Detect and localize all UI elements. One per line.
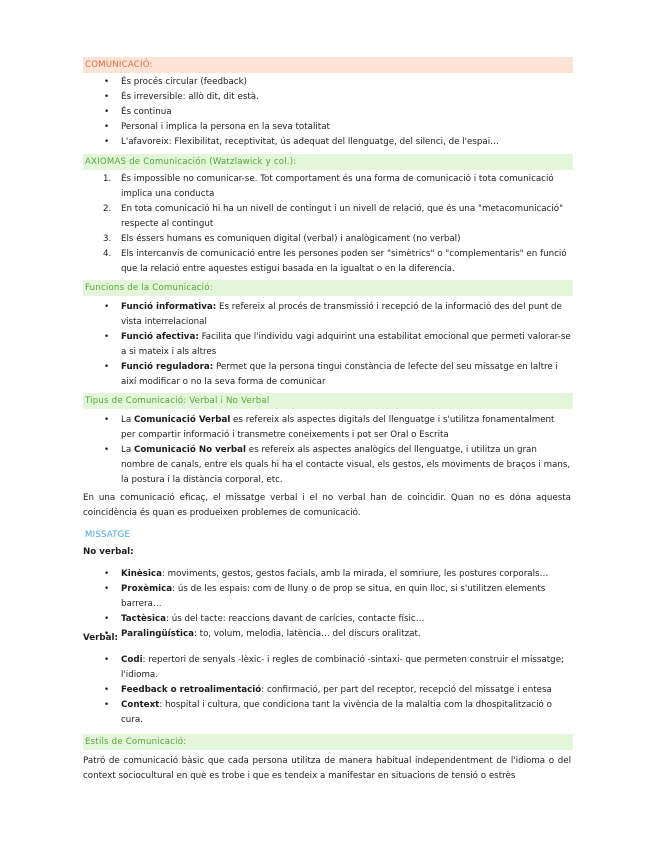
list-item: • Proxèmica: ús de les espais: com de lluny o de prop se situa, en quin lloc, si s'utilitzen elements barrera… bbox=[83, 582, 571, 612]
verbal-title: Verbal: bbox=[83, 633, 118, 643]
no-verbal-title: No verbal: bbox=[83, 547, 134, 557]
list-item: • Funció informativa: Es refereix al procés de transmissió i recepció de la informació des del punt de vista interrelacional bbox=[83, 300, 571, 330]
list-item: • Context: hospital i cultura, que condiciona tant la vivència de la malaltia com la dhospitalització o cura. bbox=[83, 698, 571, 728]
section-heading-funcions: Funcions de la Comunicació: bbox=[83, 280, 573, 296]
list-item: • Paralingüística: to, volum, melodia, latència… del discurs oralitzat. bbox=[83, 627, 571, 642]
section-heading-axiomes: AXIOMAS de Comunicación (Watzlawick y col.): bbox=[83, 154, 573, 170]
list-item: • Codi: repertori de senyals -lèxic- i regles de combinació -sintaxi- que permeten construir el missatge; l'idioma. bbox=[83, 653, 571, 683]
list-item: 2. En tota comunicació hi ha un nivell de contingut i un nivell de relació, que és una "metacomunicació" respecte al contingut bbox=[103, 204, 564, 229]
tipus-list bbox=[83, 413, 571, 488]
list-item: • Personal i implica la persona en la seva totalitat bbox=[83, 120, 571, 135]
funcions-list bbox=[83, 300, 571, 390]
list-item: • Funció afectiva: Facilita que l'individu vagi adquirint una estabilitat emocional que permeti valorar-se a si mateix i als altres bbox=[83, 330, 571, 360]
list-item: • Kinèsica: moviments, gestos, gestos facials, amb la mirada, el somriure, les postures corporals… bbox=[83, 567, 571, 582]
section-heading-missatge: MISSATGE bbox=[85, 530, 131, 540]
list-item: 3. Els éssers humans es comuniquen digital (verbal) i analògicament (no verbal) bbox=[103, 234, 461, 244]
section-heading-estils: Estils de Comunicació: bbox=[83, 734, 573, 750]
section-heading-comunicacio: COMUNICACIÓ: bbox=[83, 57, 573, 73]
list-item: • És procés circular (feedback) bbox=[83, 75, 571, 90]
list-item: • Feedback o retroalimentació: confirmació, per part del receptor, recepció del missatge i entesa bbox=[83, 683, 571, 698]
list-item: • Tactèsica: ús del tacte: reaccions davant de carícies, contacte físic… bbox=[83, 612, 571, 627]
axiomes-list bbox=[83, 172, 571, 277]
list-item: 1. És impossible no comunicar-se. Tot comportament és una forma de comunicació i tota comunicació implica una conducta bbox=[103, 174, 554, 199]
list-item: • L'afavoreix: Flexibilitat, receptivitat, ús adequat del llenguatge, del silenci, de l'espai… bbox=[83, 135, 571, 150]
estils-paragraph: Patró de comunicació bàsic que cada persona utilitza de manera habitual independentment de l'idioma o del context sociocultural en què es trobe i que es tendeix a manifestar en situacions de tensió o estrès bbox=[83, 756, 571, 781]
tipus-paragraph: En una comunicació eficaç, el missatge verbal i el no verbal han de coincidir. Quan no es dóna aquesta coincidència és quan es produeixen problemes de comunicació. bbox=[83, 493, 571, 518]
comunicacio-list bbox=[83, 75, 571, 150]
verbal-list bbox=[83, 653, 571, 728]
list-item: 4. Els intercanvis de comunicació entre les persones poden ser "simètrics" o "complementaris" en funció que la relació entre aquestes estigui basada en la igualtat o en la diferencia. bbox=[103, 249, 567, 274]
section-heading-tipus: Tipus de Comunicació: Verbal i No Verbal bbox=[83, 393, 573, 409]
list-item: • És continua bbox=[83, 105, 571, 120]
list-item: • La Comunicació Verbal es refereix als aspectes digitals del llenguatge i s'utilitza fonamentalment per compartir informació i transmetre coneixements i pot ser Oral o Escrita bbox=[83, 413, 571, 443]
list-item: • La Comunicació No verbal es refereix als aspectes analògics del llenguatge, i utilitza un gran nombre de canals, entre els quals hi ha el contacte visual, els gestos, els moviments de braços i mans, la postura i la distància corporal, etc. bbox=[83, 443, 571, 488]
list-item: • És irreversible: allò dit, dit està. bbox=[83, 90, 571, 105]
list-item: • Funció reguladora: Permet que la persona tingui constància de lefecte del seu missatge en laltre i així modificar o no la seva forma de comunicar bbox=[83, 360, 571, 390]
